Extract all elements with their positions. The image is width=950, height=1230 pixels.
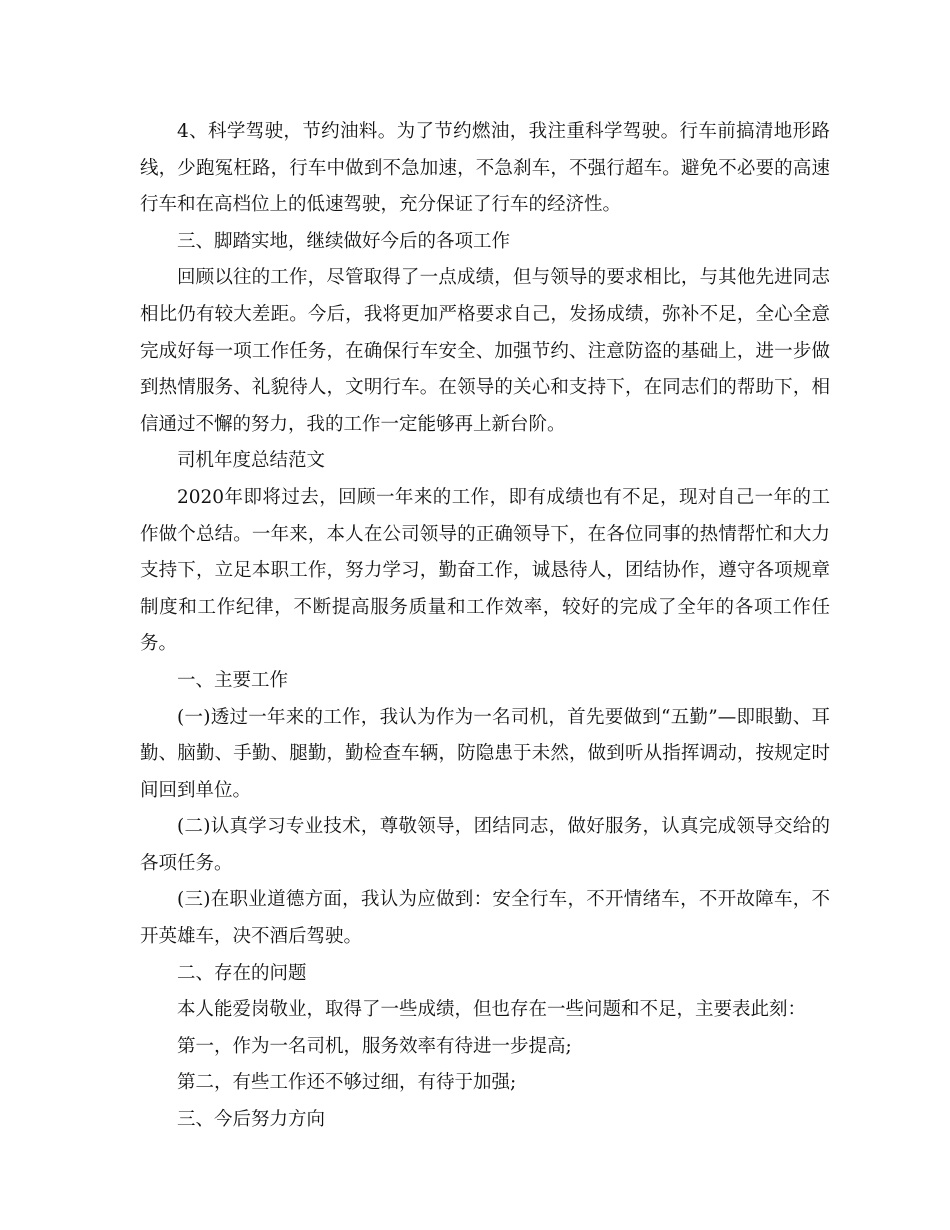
paragraph-item4-driving: 4、科学驾驶，节约油料。为了节约燃油，我注重科学驾驶。行车前搞清地形路线，少跑冤枉路，行车中做到不急加速，不急刹车，不强行超车。避免不必要的高速行车和在高档位上的低速驾驶，充分保证了行车的经济性。	[140, 121, 830, 216]
paragraph-intro: 2020年即将过去，回顾一年来的工作，即有成绩也有不足，现对自己一年的工作做个总结。一年来，本人在公司领导的正确领导下，在各位同事的热情帮忙和大力支持下，立足本职工作，努力学习，勤奋工作，诚恳待人，团结协作，遵守各项规章制度和工作纪律，不断提高服务质量和工作效率，较好的完成了全年的各项工作任务。	[140, 486, 830, 655]
paragraph-point-one: (一)透过一年来的工作，我认为作为一名司机，首先要做到“五勤”—即眼勤、耳勤、脑勤、手勤、腿勤，勤检查车辆，防隐患于未然，做到听从指挥调动，按规定时间回到单位。	[140, 706, 830, 801]
paragraph-review: 回顾以往的工作，尽管取得了一点成绩，但与领导的要求相比，与其他先进同志相比仍有较大差距。今后，我将更加严格要求自己，发扬成绩，弥补不足，全心全意完成好每一项工作任务，在确保行车安全、加强节约、注意防盗的基础上，进一步做到热情服务、礼貌待人，文明行车。在领导的关心和支持下，在同志们的帮助下，相信通过不懈的努力，我的工作一定能够再上新台阶。	[140, 267, 830, 435]
paragraph-problems-intro: 本人能爱岗敬业，取得了一些成绩，但也存在一些问题和不足，主要表此刻：	[177, 999, 807, 1021]
paragraph-problem-first: 第一，作为一名司机，服务效率有待进一步提高;	[177, 1035, 572, 1057]
heading-main-work: 一、主要工作	[177, 669, 289, 691]
paragraph-point-two: (二)认真学习专业技术，尊敬领导，团结同志，做好服务，认真完成领导交给的各项任务。	[140, 816, 830, 874]
heading-future-direction: 三、今后努力方向	[177, 1109, 326, 1131]
paragraph-problem-second: 第二，有些工作还不够过细，有待于加强;	[177, 1072, 517, 1094]
document-body	[140, 114, 830, 1139]
paragraph-point-three: (三)在职业道德方面，我认为应做到：安全行车，不开情绪车，不开故障车，不开英雄车，决不酒后驾驶。	[140, 889, 830, 948]
document-title: 司机年度总结范文	[177, 450, 326, 472]
heading-problems: 二、存在的问题	[177, 962, 307, 984]
heading-section-three: 三、脚踏实地，继续做好今后的各项工作	[177, 230, 511, 252]
